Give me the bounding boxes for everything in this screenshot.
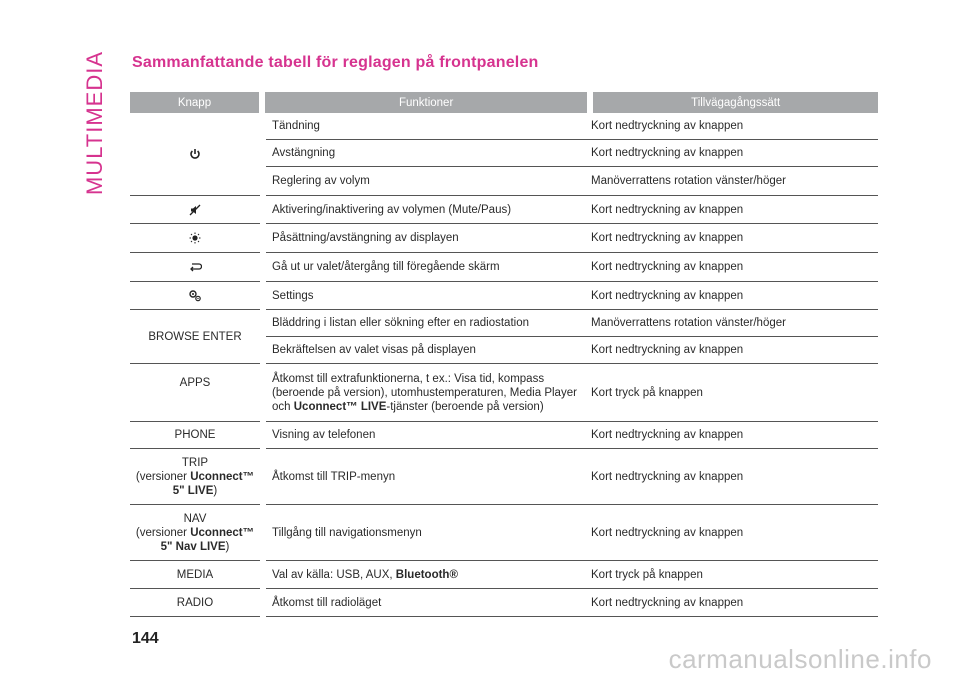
function-text: Åtkomst till radioläget <box>272 596 382 609</box>
function-text: Avstängning <box>272 147 336 159</box>
button-cell <box>130 224 260 253</box>
method-text: Kort nedtryckning av knappen <box>591 261 744 273</box>
method-text: Kort nedtryckning av knappen <box>591 289 744 302</box>
table-row <box>130 422 878 449</box>
button-cell: TRIP (versioner Uconnect™ 5" LIVE) <box>130 449 260 505</box>
button-cell <box>130 253 260 282</box>
button-cell: BROWSE ENTER <box>130 310 260 364</box>
button-cell: RADIO <box>130 589 260 617</box>
function-text: Reglering av volym <box>272 175 370 187</box>
function-text: Bläddring i listan eller sökning efter en radiostation <box>272 317 529 329</box>
method-text: Kort tryck på knappen <box>591 568 703 581</box>
function-text: Visning av telefonen <box>272 429 376 441</box>
method-text: Kort tryck på knappen <box>591 386 703 399</box>
function-text: Påsättning/avstängning av displayen <box>272 232 459 244</box>
controls-table <box>130 92 878 617</box>
sub-row <box>266 364 878 422</box>
table-row <box>130 113 878 196</box>
section-tab <box>82 50 108 196</box>
sub-row <box>266 224 878 253</box>
watermark: carmanualsonline.info <box>668 644 932 674</box>
method-text: Kort nedtryckning av knappen <box>591 344 744 356</box>
power-icon <box>189 148 201 160</box>
sub-row <box>266 253 878 282</box>
method-text: Kort nedtryckning av knappen <box>591 429 744 441</box>
button-cell: PHONE <box>130 422 260 449</box>
button-cell <box>130 113 260 196</box>
sub-row <box>266 561 878 589</box>
sub-row <box>266 167 878 196</box>
function-text: Val av källa: USB, AUX, Bluetooth® <box>272 568 458 581</box>
method-text: Kort nedtryckning av knappen <box>591 470 744 483</box>
table-row <box>130 449 878 505</box>
function-text: Åtkomst till TRIP-menyn <box>272 470 396 483</box>
table-row <box>130 561 878 589</box>
sub-row <box>266 337 878 364</box>
sub-row <box>266 310 878 337</box>
button-cell: APPS <box>130 364 260 422</box>
mute-icon <box>189 204 201 216</box>
method-text: Kort nedtryckning av knappen <box>591 203 744 216</box>
section-tab-label: MULTIMEDIA <box>82 50 108 196</box>
function-text: Åtkomst till extrafunktionerna, t ex.: Visa tid, kompass (beroende på version), utomhustemperaturen, Media Player och Uconnect™ LIVE-tjänster (beroende på version) <box>272 372 577 413</box>
method-text: Manöverrattens rotation vänster/höger <box>591 317 786 329</box>
table-row <box>130 505 878 561</box>
table-row <box>130 310 878 364</box>
sub-row <box>266 140 878 167</box>
table-row <box>130 282 878 310</box>
page-number: 144 <box>132 630 159 647</box>
sub-row <box>266 505 878 561</box>
page-title: Sammanfattande tabell för reglagen på frontpanelen <box>132 54 539 71</box>
sub-row <box>266 196 878 224</box>
method-text: Kort nedtryckning av knappen <box>591 596 744 609</box>
table-row <box>130 224 878 253</box>
sub-row <box>266 282 878 310</box>
back-arrow-icon <box>189 262 202 272</box>
function-text: Bekräftelsen av valet visas på displayen <box>272 344 476 356</box>
function-text: Aktivering/inaktivering av volymen (Mute/Paus) <box>272 203 512 216</box>
header-knapp: Knapp <box>177 96 212 109</box>
sub-row <box>266 422 878 449</box>
header-funktioner: Funktioner <box>398 96 454 109</box>
button-cell: NAV (versioner Uconnect™ 5" Nav LIVE) <box>130 505 260 561</box>
method-text: Kort nedtryckning av knappen <box>591 232 744 244</box>
function-text: Settings <box>272 289 314 302</box>
function-text: Gå ut ur valet/återgång till föregående skärm <box>272 261 500 273</box>
method-text: Kort nedtryckning av knappen <box>591 120 744 132</box>
settings-icon <box>188 289 202 302</box>
table-row <box>130 253 878 282</box>
sub-row <box>266 449 878 505</box>
sub-row <box>266 589 878 617</box>
display-brightness-icon <box>189 232 201 244</box>
button-cell <box>130 282 260 310</box>
button-cell <box>130 196 260 224</box>
function-text: Tändning <box>272 120 320 132</box>
method-text: Manöverrattens rotation vänster/höger <box>591 175 786 187</box>
method-text: Kort nedtryckning av knappen <box>591 147 744 159</box>
table-row <box>130 196 878 224</box>
function-text: Tillgång till navigationsmenyn <box>272 526 422 539</box>
table-row <box>130 364 878 422</box>
header-tillvagagang: Tillvägagångssätt <box>691 96 781 109</box>
table-row <box>130 589 878 617</box>
button-cell: MEDIA <box>130 561 260 589</box>
sub-row <box>266 113 878 140</box>
method-text: Kort nedtryckning av knappen <box>591 526 744 539</box>
table-header <box>130 92 878 113</box>
